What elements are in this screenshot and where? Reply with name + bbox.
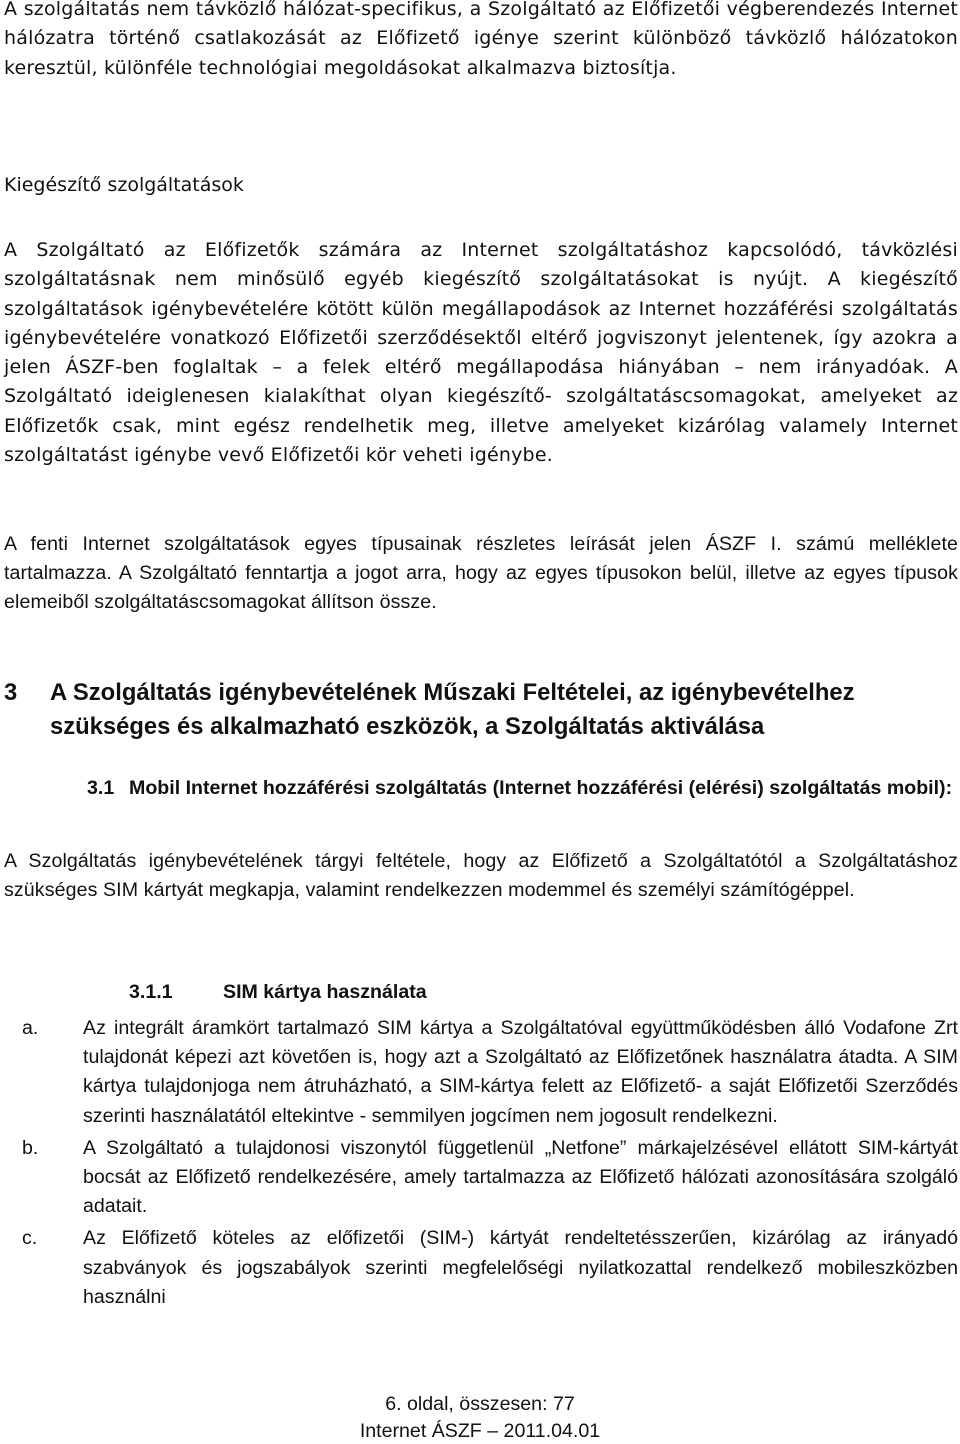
sim-list xyxy=(0,1014,960,1315)
footer-doc-id: Internet ÁSZF – 2011.04.01 xyxy=(359,1420,601,1442)
list-item xyxy=(0,1014,960,1131)
list-item xyxy=(0,1134,960,1222)
tipusok-paragraph: A fenti Internet szolgáltatások egyes típusainak részletes leírását jelen ÁSZF I. számú melléklete tartalmazza. A Szolgáltató fenntartja a jogot arra, hogy az egyes típusokon belül, illetve az egyes típusok elemeiből szolgáltatáscsomagokat állítson össze. xyxy=(4,533,958,614)
kiegeszito-paragraph: A Szolgáltató az Előfizetők számára az Internet szolgáltatáshoz kapcsolódó, távközlési szolgáltatásnak nem minősülő egyéb kiegészítő szolgáltatásokat is nyújt. A kiegészítő szolgáltatások igénybevételére kötött külön megállapodások az Internet hozzáférési szolgáltatás igénybevételére vonatkozó Előfizetői szerződésektől eltérő jogviszonyt jelentenek, így azokra a jelen ÁSZF-ben foglaltak – a felek eltérő megállapodása hiányában – nem irányadóak. A Szolgáltató ideiglenesen kialakíthat olyan kiegészítő- szolgáltatáscsomagokat, amelyeket az Előfizetők csak, mint egész rendelhetik meg, illetve amelyeket kizárólag valamely Internet szolgáltatást igénybe vevő Előfizetői kör veheti igénybe. xyxy=(4,239,958,467)
list-marker: c. xyxy=(22,1227,38,1250)
section-3-1-title: Mobil Internet hozzáférési szolgáltatás (Internet hozzáférési (elérési) szolgáltatás mobil): xyxy=(129,777,953,799)
section-3-1-heading xyxy=(87,774,958,803)
list-item xyxy=(0,1224,960,1312)
section-3-heading xyxy=(4,676,958,744)
list-marker: b. xyxy=(22,1136,39,1159)
section-3-1-1-title: SIM kártya használata xyxy=(223,981,427,1003)
section-3-1-body: A Szolgáltatás igénybevételének tárgyi feltétele, hogy az Előfizető a Szolgáltatótól a Szolgáltatáshoz szükséges SIM kártyát megkapja, valamint rendelkezzen modemmel és személyi számítógéppel. xyxy=(4,850,958,902)
footer-page-number: 6. oldal, összesen: 77 xyxy=(385,1393,575,1415)
intro-paragraph: A szolgáltatás nem távközlő hálózat-specifikus, a Szolgáltató az Előfizetői végberendezés Internet hálózatra történő csatlakozását az Előfizető igénye szerint különböző távközlő hálózatokon keresztül, különféle technológiai megoldásokat alkalmazva biztosítja. xyxy=(4,0,958,79)
list-item-text: Az Előfizető köteles az előfizetői (SIM-) kártyát rendeltetésszerűen, kizárólag az irányadó szabványok és jogszabályok szerinti megfelelőségi nyilatkozattal rendelkező mobileszközben használni xyxy=(83,1227,958,1308)
list-item-text: Az integrált áramkört tartalmazó SIM kártya a Szolgáltatóval együttműködésben álló Vodafone Zrt tulajdonát képezi azt követően is, hogy azt a Szolgáltató az Előfizetőnek használatra átadta. A SIM kártya tulajdonjoga nem átruházható, a SIM-kártya felett az Előfizető- a saját Előfizetői Szerződés szerinti használatától eltekintve - semmilyen jogcímen nem jogosult rendelkezni. xyxy=(83,1017,958,1127)
section-3-1-number: 3.1 xyxy=(87,777,115,799)
section-3-title: A Szolgáltatás igénybevételének Műszaki Feltételei, az igénybevételhez szükséges és alkalmazható eszközök, a Szolgáltatás aktiválása xyxy=(50,679,855,740)
list-item-text: A Szolgáltató a tulajdonosi viszonytól függetlenül „Netfone” márkajelzésével ellátott SIM-kártyát bocsát az Előfizető rendelkezésére, amely tartalmazza az Előfizető hálózati azonosítására szolgáló adatait. xyxy=(83,1136,958,1218)
section-3-number: 3 xyxy=(4,679,18,706)
subheading-kiegeszito: Kiegészítő szolgáltatások xyxy=(4,174,244,196)
list-marker: a. xyxy=(22,1017,39,1039)
section-3-1-1-number: 3.1.1 xyxy=(129,981,173,1003)
